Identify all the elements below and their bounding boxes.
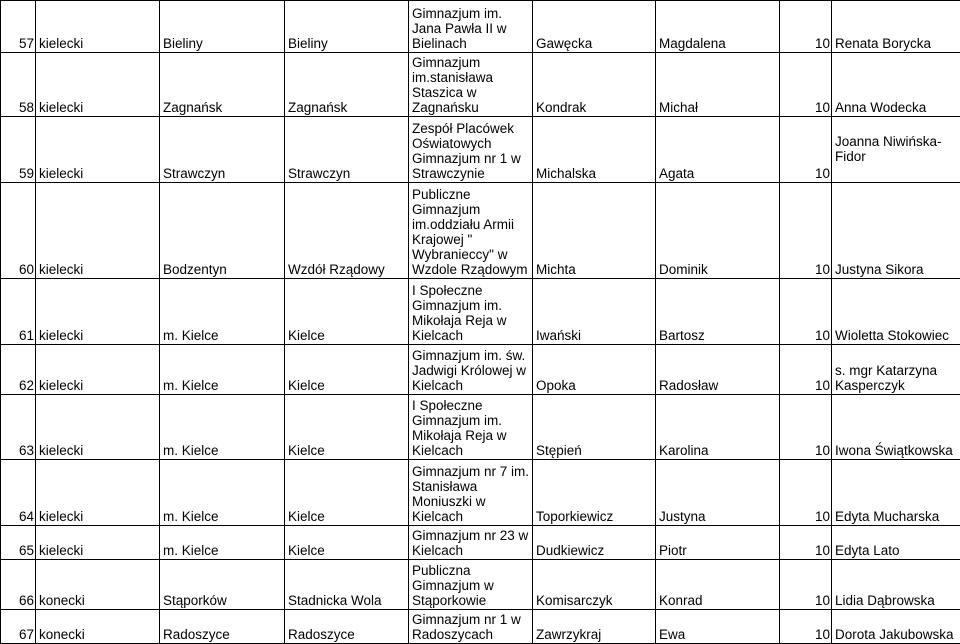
school-cell: I Społeczne Gimnazjum im. Mikołaja Reja w Kielcach xyxy=(409,395,533,460)
table-row xyxy=(1,610,960,644)
teacher-cell: Edyta Mucharska xyxy=(832,460,960,526)
gmina-cell: m. Kielce xyxy=(160,526,285,560)
row-number: 59 xyxy=(1,117,36,183)
surname-cell: Michalska xyxy=(533,117,656,183)
miejscowosc-cell: Bieliny xyxy=(285,1,409,53)
miejscowosc-cell: Stadnicka Wola xyxy=(285,560,409,610)
powiat-cell: kielecki xyxy=(36,395,160,460)
first-name-cell: Konrad xyxy=(656,560,780,610)
row-number: 62 xyxy=(1,345,36,395)
school-cell: Gimnazjum nr 23 w Kielcach xyxy=(409,526,533,560)
surname-cell: Michta xyxy=(533,183,656,279)
table-row xyxy=(1,460,960,526)
points-cell: 10 xyxy=(780,526,832,560)
points-cell: 10 xyxy=(780,279,832,345)
powiat-cell: konecki xyxy=(36,610,160,644)
row-number: 64 xyxy=(1,460,36,526)
teacher-cell: Edyta Lato xyxy=(832,526,960,560)
teacher-cell: Dorota Jakubowska xyxy=(832,610,960,644)
points-cell: 10 xyxy=(780,610,832,644)
surname-cell: Kondrak xyxy=(533,53,656,117)
row-number: 63 xyxy=(1,395,36,460)
surname-cell: Toporkiewicz xyxy=(533,460,656,526)
surname-cell: Opoka xyxy=(533,345,656,395)
gmina-cell: m. Kielce xyxy=(160,395,285,460)
school-cell: Gimnazjum nr 1 w Radoszycach xyxy=(409,610,533,644)
powiat-cell: kielecki xyxy=(36,279,160,345)
table-row xyxy=(1,183,960,279)
powiat-cell: kielecki xyxy=(36,526,160,560)
teacher-cell: Lidia Dąbrowska xyxy=(832,560,960,610)
first-name-cell: Ewa xyxy=(656,610,780,644)
powiat-cell: kielecki xyxy=(36,183,160,279)
teacher-cell: Anna Wodecka xyxy=(832,53,960,117)
teacher-cell: Iwona Świątkowska xyxy=(832,395,960,460)
table-row xyxy=(1,560,960,610)
points-cell: 10 xyxy=(780,345,832,395)
surname-cell: Dudkiewicz xyxy=(533,526,656,560)
first-name-cell: Dominik xyxy=(656,183,780,279)
gmina-cell: m. Kielce xyxy=(160,345,285,395)
first-name-cell: Agata xyxy=(656,117,780,183)
miejscowosc-cell: Kielce xyxy=(285,460,409,526)
first-name-cell: Piotr xyxy=(656,526,780,560)
school-cell: Gimnazjum im.stanisława Staszica w Zagnańsku xyxy=(409,53,533,117)
miejscowosc-cell: Strawczyn xyxy=(285,117,409,183)
first-name-cell: Karolina xyxy=(656,395,780,460)
table-row xyxy=(1,279,960,345)
row-number: 65 xyxy=(1,526,36,560)
miejscowosc-cell: Wzdół Rządowy xyxy=(285,183,409,279)
row-number: 58 xyxy=(1,53,36,117)
school-cell: Gimnazjum nr 7 im. Stanisława Moniuszki w Kielcach xyxy=(409,460,533,526)
points-cell: 10 xyxy=(780,117,832,183)
miejscowosc-cell: Kielce xyxy=(285,395,409,460)
teacher-cell: Justyna Sikora xyxy=(832,183,960,279)
miejscowosc-cell: Kielce xyxy=(285,526,409,560)
table-row xyxy=(1,345,960,395)
miejscowosc-cell: Radoszyce xyxy=(285,610,409,644)
table-row xyxy=(1,1,960,53)
first-name-cell: Justyna xyxy=(656,460,780,526)
powiat-cell: kielecki xyxy=(36,345,160,395)
points-cell: 10 xyxy=(780,560,832,610)
table-row xyxy=(1,526,960,560)
surname-cell: Gawęcka xyxy=(533,1,656,53)
school-cell: Publiczna Gimnazjum w Stąporkowie xyxy=(409,560,533,610)
powiat-cell: kielecki xyxy=(36,460,160,526)
school-cell: Publiczne Gimnazjum im.oddziału Armii Krajowej " Wybranieccy" w Wzdole Rządowym xyxy=(409,183,533,279)
surname-cell: Komisarczyk xyxy=(533,560,656,610)
gmina-cell: Strawczyn xyxy=(160,117,285,183)
points-cell: 10 xyxy=(780,53,832,117)
table-row xyxy=(1,53,960,117)
table-row xyxy=(1,395,960,460)
school-cell: I Społeczne Gimnazjum im. Mikołaja Reja w Kielcach xyxy=(409,279,533,345)
miejscowosc-cell: Kielce xyxy=(285,345,409,395)
gmina-cell: Stąporków xyxy=(160,560,285,610)
miejscowosc-cell: Zagnańsk xyxy=(285,53,409,117)
points-cell: 10 xyxy=(780,1,832,53)
surname-cell: Zawrzykraj xyxy=(533,610,656,644)
first-name-cell: Michał xyxy=(656,53,780,117)
first-name-cell: Magdalena xyxy=(656,1,780,53)
row-number: 60 xyxy=(1,183,36,279)
row-number: 57 xyxy=(1,1,36,53)
table-row xyxy=(1,117,960,183)
gmina-cell: m. Kielce xyxy=(160,279,285,345)
points-cell: 10 xyxy=(780,183,832,279)
gmina-cell: Bieliny xyxy=(160,1,285,53)
miejscowosc-cell: Kielce xyxy=(285,279,409,345)
teacher-cell: Joanna Niwińska-Fidor xyxy=(832,117,960,183)
gmina-cell: Zagnańsk xyxy=(160,53,285,117)
school-cell: Zespół Placówek Oświatowych Gimnazjum nr 1 w Strawczynie xyxy=(409,117,533,183)
gmina-cell: m. Kielce xyxy=(160,460,285,526)
powiat-cell: kielecki xyxy=(36,53,160,117)
row-number: 67 xyxy=(1,610,36,644)
school-cell: Gimnazjum im. Jana Pawła II w Bielinach xyxy=(409,1,533,53)
row-number: 61 xyxy=(1,279,36,345)
powiat-cell: kielecki xyxy=(36,1,160,53)
school-cell: Gimnazjum im. św. Jadwigi Królowej w Kielcach xyxy=(409,345,533,395)
points-cell: 10 xyxy=(780,395,832,460)
first-name-cell: Bartosz xyxy=(656,279,780,345)
first-name-cell: Radosław xyxy=(656,345,780,395)
powiat-cell: kielecki xyxy=(36,117,160,183)
teacher-cell: Renata Borycka xyxy=(832,1,960,53)
teacher-cell: Wioletta Stokowiec xyxy=(832,279,960,345)
surname-cell: Iwański xyxy=(533,279,656,345)
gmina-cell: Bodzentyn xyxy=(160,183,285,279)
powiat-cell: konecki xyxy=(36,560,160,610)
row-number: 66 xyxy=(1,560,36,610)
gmina-cell: Radoszyce xyxy=(160,610,285,644)
surname-cell: Stępień xyxy=(533,395,656,460)
teacher-cell: s. mgr Katarzyna Kasperczyk xyxy=(832,345,960,395)
points-cell: 10 xyxy=(780,460,832,526)
